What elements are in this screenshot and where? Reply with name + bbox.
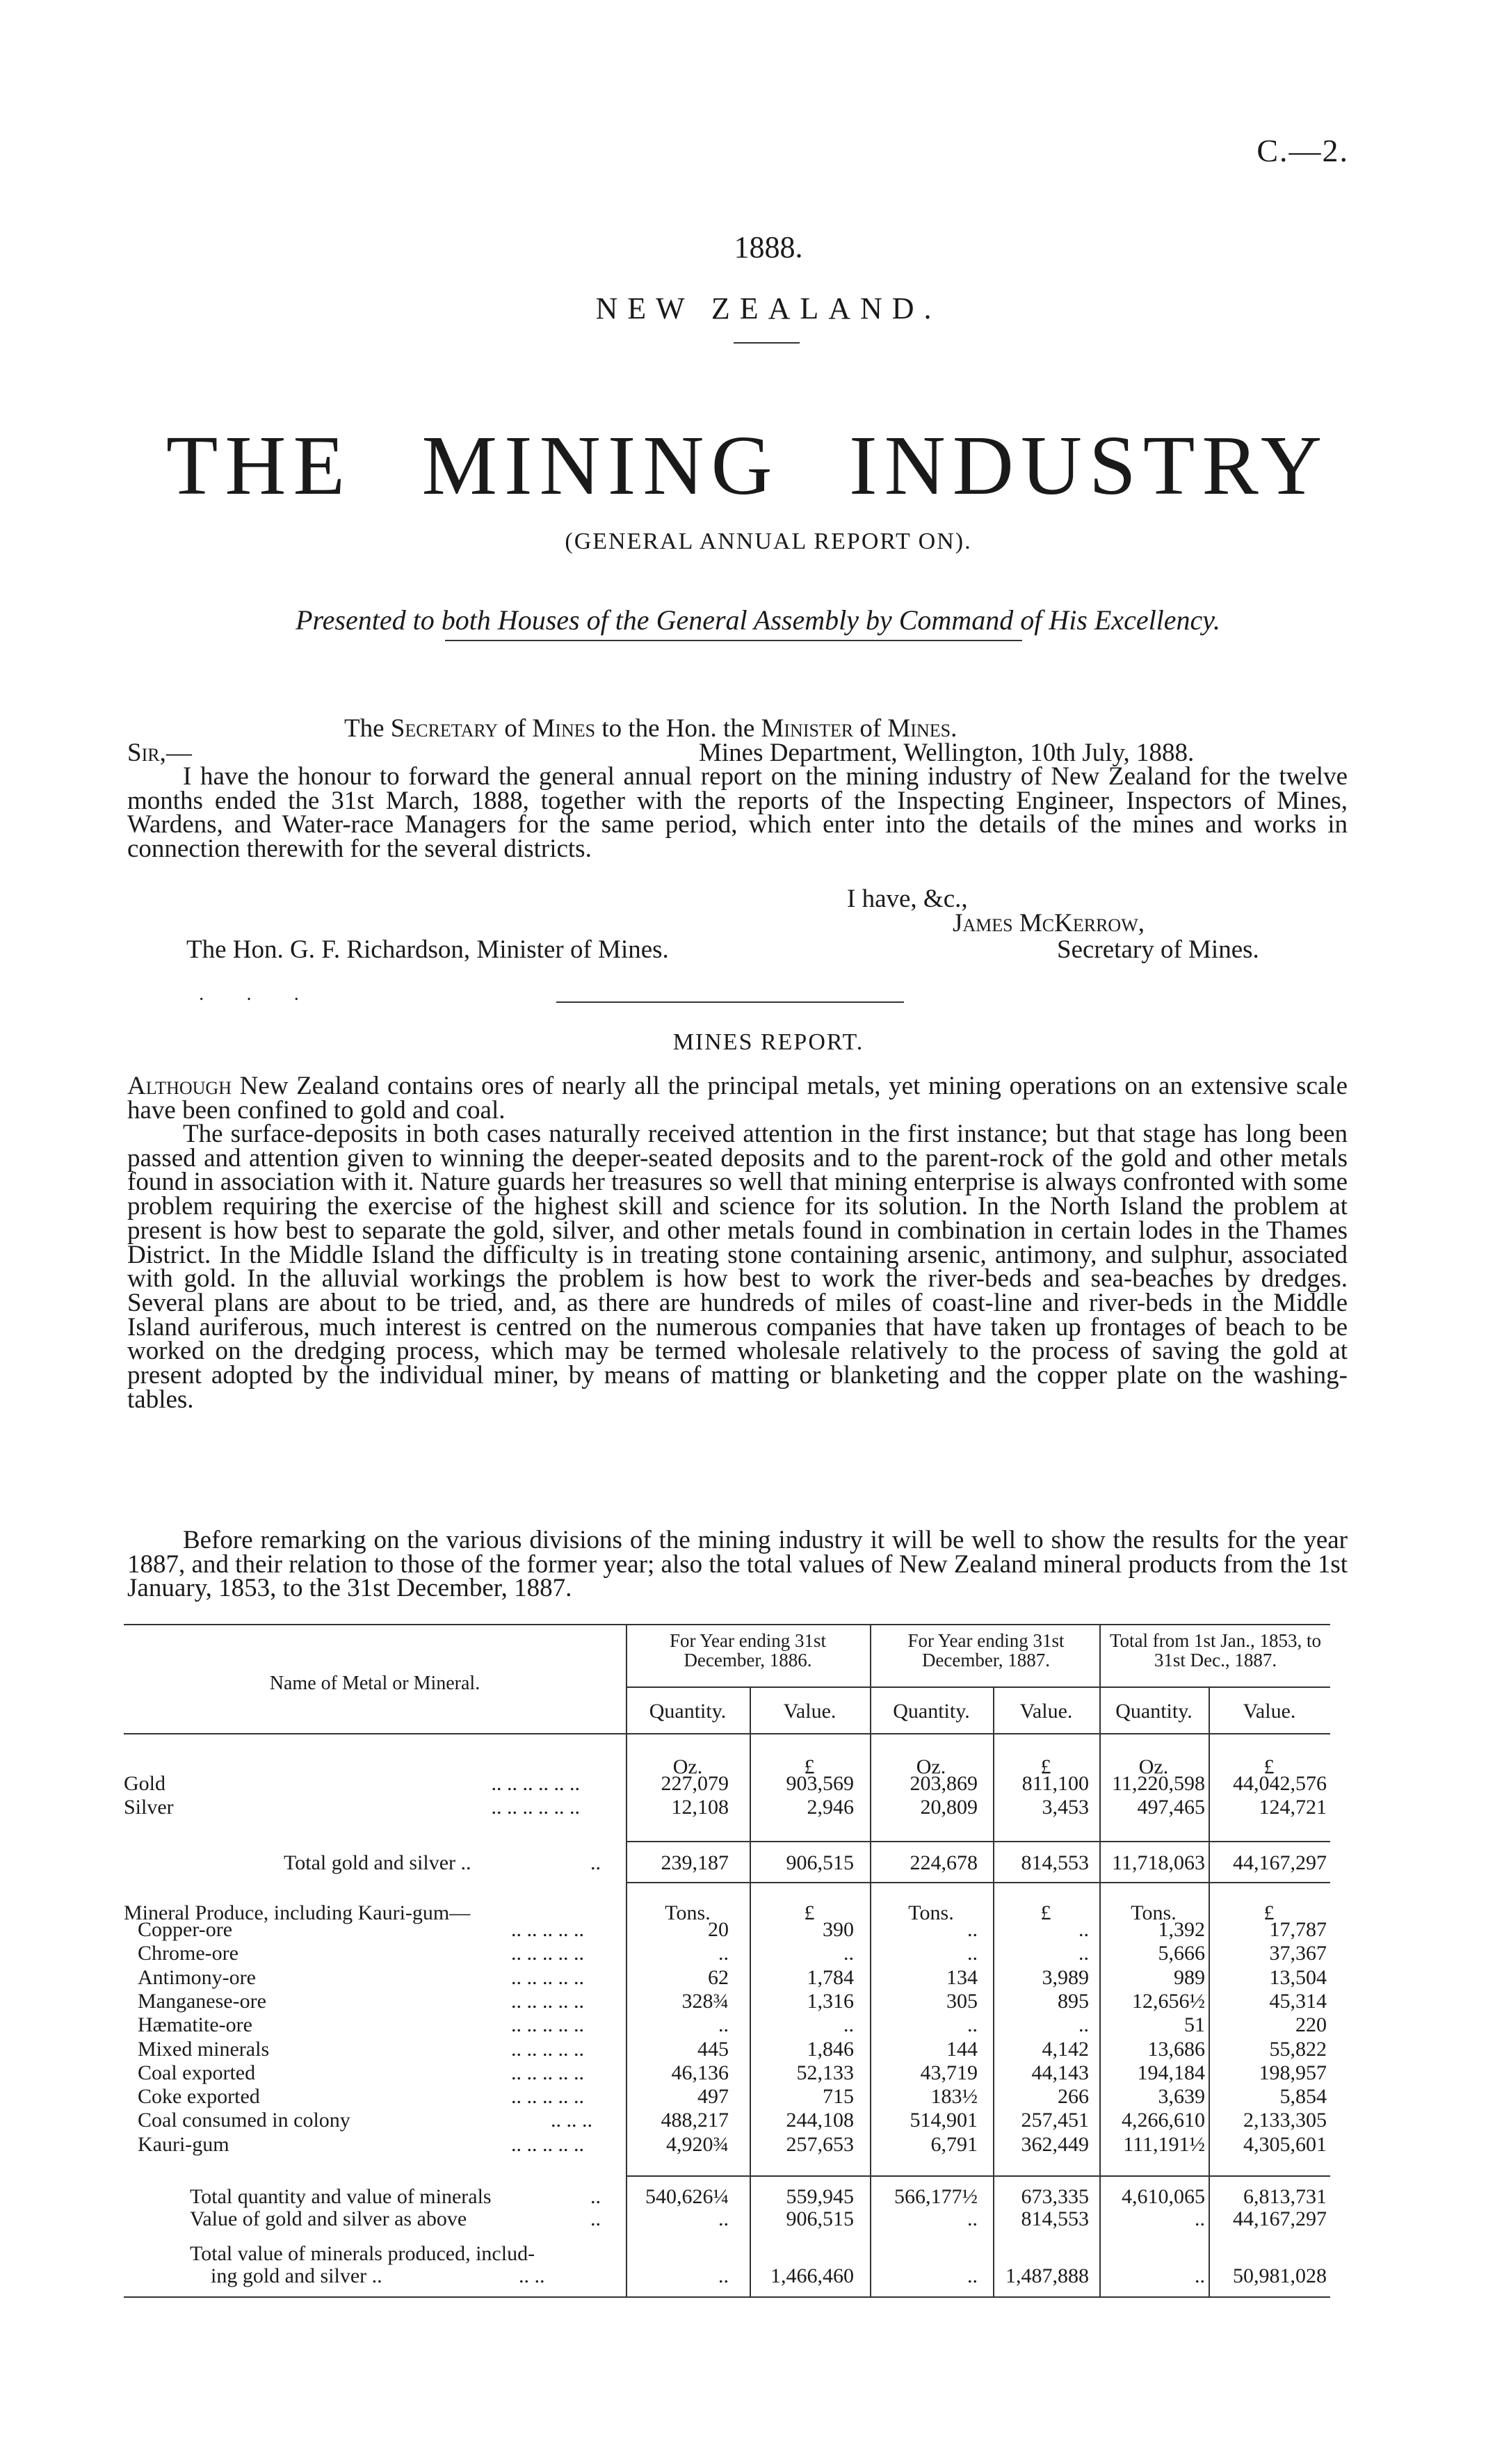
table-cell-qt: 12,656½ xyxy=(1132,1989,1205,2013)
unit-label: Oz. xyxy=(1138,1755,1169,1778)
table-cell-qt: 13,686 xyxy=(1147,2037,1205,2061)
table-cell-v86: .. xyxy=(843,1942,854,1965)
letter-body: I have the honour to forward the general annual report on the mining industry of New Zealand for the twelve months ended the 31st March, 1888, together with the reports of the Inspecting Engineer, Inspectors of Mines, Wardens, and Water-race Managers for the same period, which enter into the details of the mines and works in connection therewith for the several districts. xyxy=(127,762,1348,864)
table-cell-v86: 1,316 xyxy=(807,1989,854,2013)
table-cell-q87: 203,869 xyxy=(910,1772,978,1795)
table-cell-vt: 17,787 xyxy=(1269,1918,1327,1941)
table-cell-vt: 37,367 xyxy=(1269,1942,1327,1965)
section-title: MINES REPORT. xyxy=(672,1029,864,1055)
table-cell-v86: 1,846 xyxy=(807,2037,854,2061)
table-cell-vt: 220 xyxy=(1295,2013,1327,2037)
table-cell-qt: 11,718,063 xyxy=(1112,1851,1205,1874)
report-paragraph-3: Before remarking on the various divisions of the mining industry it will be well to show the results for the year 1887, and their relation to those of the former year; also the total values of New Zealand mineral products from the 1st January, 1853, to the 31st December, 1887. xyxy=(127,1526,1348,1603)
unit-label: £ xyxy=(1040,1755,1051,1778)
divider xyxy=(734,342,800,344)
decorative-dots: · · · xyxy=(198,989,318,1010)
table-cell-v86: 390 xyxy=(823,1918,854,1941)
table-cell-q86: 445 xyxy=(697,2037,729,2061)
leader-dots: .. .. xyxy=(519,2264,545,2287)
table-cell-vt: 44,167,297 xyxy=(1233,1851,1327,1874)
leader-dots: .. .. .. .. .. xyxy=(511,1989,584,2013)
leader-dots: .. .. .. .. .. xyxy=(511,1965,584,1989)
table-cell-qt: 497,465 xyxy=(1137,1796,1205,1819)
column-header-value: Value. xyxy=(783,1700,837,1723)
table-cell-vt: 44,042,576 xyxy=(1233,1772,1327,1795)
table-cell-q86: 488,217 xyxy=(661,2109,729,2132)
table-cell-v87: 4,142 xyxy=(1042,2037,1089,2061)
table-cell-qt: .. xyxy=(1195,2264,1205,2287)
unit-label: Tons. xyxy=(908,1901,954,1924)
letter-address: Mines Department, Wellington, 10th July, 1888. xyxy=(699,739,1195,767)
table-cell-q87: 43,719 xyxy=(920,2061,978,2084)
letter-signatory: James McKerrow, xyxy=(953,909,1145,937)
country-heading: NEW ZEALAND. xyxy=(595,291,942,325)
table-cell-vt: 13,504 xyxy=(1269,1965,1327,1989)
table-cell-v87: 257,451 xyxy=(1021,2109,1089,2132)
table-cell-q87: 224,678 xyxy=(910,1851,978,1874)
divider xyxy=(445,640,1022,641)
table-cell-vt: 45,314 xyxy=(1269,1989,1327,2013)
column-header-name: Name of Metal or Mineral. xyxy=(269,1673,480,1694)
leader-dots: .. xyxy=(590,1851,601,1874)
report-paragraph-1: Although New Zealand contains ores of nearly all the principal metals, yet mining operations on an extensive scale have been confined to gold and coal. xyxy=(127,1072,1348,1125)
row-label: Copper-ore xyxy=(138,1918,233,1941)
table-cell-vt: 198,957 xyxy=(1259,2061,1327,2084)
document-reference: C.—2. xyxy=(1256,133,1349,168)
table-cell-qt: 3,639 xyxy=(1158,2085,1205,2109)
row-label: Silver xyxy=(124,1796,174,1819)
table-cell-v87: 895 xyxy=(1058,1989,1089,2013)
table-cell-v86: 257,653 xyxy=(786,2132,854,2156)
table-cell-q86: 497 xyxy=(697,2085,729,2109)
table-cell-q86: 227,079 xyxy=(661,1772,729,1795)
table-cell-qt: 4,610,065 xyxy=(1122,2185,1205,2208)
column-header-value: Value. xyxy=(1243,1700,1296,1723)
table-cell-q86: 328¾ xyxy=(681,1989,729,2013)
total-row-label: Total gold and silver .. xyxy=(284,1851,471,1874)
column-group-1887: For Year ending 31st December, 1887. xyxy=(907,1630,1065,1670)
page-title: THE MINING INDUSTRY xyxy=(165,419,1330,513)
unit-label: £ xyxy=(1040,1901,1051,1924)
column-header-quantity: Quantity. xyxy=(893,1700,970,1723)
table-rule xyxy=(124,2296,1330,2298)
table-cell-qt: 111,191½ xyxy=(1123,2132,1205,2156)
total-row-label: Total quantity and value of minerals xyxy=(190,2185,492,2208)
leader-dots: .. .. .. .. .. xyxy=(511,2132,584,2156)
table-cell-vt: 4,305,601 xyxy=(1243,2132,1327,2156)
leader-dots: .. .. .. .. .. xyxy=(511,1942,584,1965)
leader-dots: .. .. .. .. .. xyxy=(511,1918,584,1941)
letter-heading: The Secretary of Mines to the Hon. the Minister of Mines. xyxy=(344,714,957,743)
table-cell-v87: .. xyxy=(1078,1918,1089,1941)
table-cell-v86: 903,569 xyxy=(786,1772,854,1795)
letter-addressee: The Hon. G. F. Richardson, Minister of Mines. xyxy=(186,935,669,964)
table-cell-qt: 989 xyxy=(1174,1965,1205,1989)
table-cell-q87: 6,791 xyxy=(930,2132,978,2156)
column-group-total: Total from 1st Jan., 1853, to 31st Dec., 1887. xyxy=(1109,1630,1322,1670)
document-year: 1888. xyxy=(734,230,803,264)
row-label: Manganese-ore xyxy=(138,1989,266,2013)
table-cell-v86: 559,945 xyxy=(786,2185,854,2208)
table-cell-q87: 305 xyxy=(946,1989,978,2013)
row-label: Coke exported xyxy=(138,2085,260,2109)
table-cell-v87: 814,553 xyxy=(1021,2207,1089,2230)
table-cell-q86: 12,108 xyxy=(671,1796,729,1819)
grand-total-label: ing gold and silver .. xyxy=(211,2264,382,2287)
table-cell-q86: .. xyxy=(718,1942,729,1965)
unit-label: Oz. xyxy=(672,1755,703,1778)
unit-label: £ xyxy=(804,1755,815,1778)
grand-total-label: Total value of minerals produced, includ- xyxy=(190,2242,535,2265)
table-cell-v87: 362,449 xyxy=(1021,2132,1089,2156)
unit-label: Tons. xyxy=(665,1901,711,1924)
table-cell-qt: 4,266,610 xyxy=(1122,2109,1205,2132)
unit-label: Oz. xyxy=(916,1755,946,1778)
row-label: Chrome-ore xyxy=(138,1942,239,1965)
table-cell-v86: 52,133 xyxy=(796,2061,854,2084)
divider xyxy=(556,1001,904,1003)
table-cell-v87: 1,487,888 xyxy=(1005,2264,1089,2287)
table-cell-q86: 4,920¾ xyxy=(666,2132,729,2156)
table-cell-v86: 1,466,460 xyxy=(770,2264,854,2287)
table-cell-v86: 715 xyxy=(823,2085,854,2109)
presented-note: Presented to both Houses of the General Assembly by Command of His Excellency. xyxy=(296,604,1220,636)
column-header-value: Value. xyxy=(1019,1700,1073,1723)
table-cell-q86: 46,136 xyxy=(671,2061,729,2084)
table-rule xyxy=(626,2175,1330,2177)
table-cell-q87: 183½ xyxy=(930,2085,978,2109)
table-rule xyxy=(124,1733,1330,1734)
table-cell-v87: 44,143 xyxy=(1031,2061,1089,2084)
leader-dots: .. .. .. xyxy=(551,2109,592,2132)
table-cell-qt: 1,392 xyxy=(1158,1918,1205,1941)
table-cell-v87: 3,453 xyxy=(1042,1796,1089,1819)
table-cell-v86: 906,515 xyxy=(786,1851,854,1874)
leader-dots: .. .. .. .. .. xyxy=(511,2013,584,2037)
table-cell-q86: .. xyxy=(718,2207,729,2230)
table-cell-v87: 3,989 xyxy=(1042,1965,1089,1989)
leader-dots: .. .. .. .. .. xyxy=(511,2037,584,2061)
table-cell-v87: 814,553 xyxy=(1021,1851,1089,1874)
table-cell-v87: 811,100 xyxy=(1021,1772,1089,1795)
unit-label: £ xyxy=(1263,1901,1275,1924)
table-cell-vt: 2,133,305 xyxy=(1243,2109,1327,2132)
row-label: Gold xyxy=(124,1772,165,1795)
column-group-1886: For Year ending 31st December, 1886. xyxy=(669,1630,826,1670)
table-cell-q86: .. xyxy=(718,2264,729,2287)
row-label: Coal exported xyxy=(138,2061,256,2084)
table-cell-q86: 239,187 xyxy=(661,1851,729,1874)
row-label: Mixed minerals xyxy=(138,2037,270,2061)
leader-dots: .. xyxy=(590,2185,601,2208)
leader-dots: .. .. .. .. .. xyxy=(511,2061,584,2084)
leader-dots: .. .. .. .. .. xyxy=(511,2085,584,2109)
table-cell-v87: 266 xyxy=(1058,2085,1089,2109)
mineral-production-table xyxy=(124,1624,1330,2310)
table-cell-q87: .. xyxy=(967,2207,978,2230)
table-cell-v86: 2,946 xyxy=(807,1796,854,1819)
table-cell-qt: .. xyxy=(1195,2207,1205,2230)
table-cell-vt: 6,813,731 xyxy=(1243,2185,1327,2208)
table-cell-q87: 514,901 xyxy=(910,2109,978,2132)
table-cell-qt: 5,666 xyxy=(1158,1942,1205,1965)
mineral-heading: Mineral Produce, including Kauri-gum— xyxy=(124,1901,471,1924)
row-label: Antimony-ore xyxy=(138,1965,256,1989)
table-cell-q86: 540,626¼ xyxy=(645,2185,729,2208)
table-cell-q87: 20,809 xyxy=(920,1796,978,1819)
table-cell-q86: 62 xyxy=(708,1965,729,1989)
table-cell-q87: 566,177½ xyxy=(894,2185,978,2208)
table-cell-q87: .. xyxy=(967,1918,978,1941)
column-header-quantity: Quantity. xyxy=(1115,1700,1193,1723)
table-cell-vt: 55,822 xyxy=(1269,2037,1327,2061)
table-cell-vt: 5,854 xyxy=(1279,2085,1327,2109)
table-cell-v86: 244,108 xyxy=(786,2109,854,2132)
column-header-quantity: Quantity. xyxy=(649,1700,727,1723)
unit-label: Tons. xyxy=(1131,1901,1177,1924)
table-rule xyxy=(626,1686,1330,1688)
table-rule xyxy=(626,1882,1330,1883)
table-cell-vt: 50,981,028 xyxy=(1233,2264,1327,2287)
letter-salutation: Sir,— xyxy=(127,739,192,767)
row-label: Kauri-gum xyxy=(138,2132,229,2156)
table-cell-v87: .. xyxy=(1078,1942,1089,1965)
leader-dots: .. .. .. .. .. .. xyxy=(491,1796,580,1819)
table-cell-v86: 1,784 xyxy=(807,1965,854,1989)
page-subtitle: (GENERAL ANNUAL REPORT ON). xyxy=(565,529,972,554)
table-cell-q87: 144 xyxy=(946,2037,978,2061)
letter-signatory-title: Secretary of Mines. xyxy=(1057,935,1259,964)
table-cell-qt: 51 xyxy=(1184,2013,1205,2037)
leader-dots: .. xyxy=(590,2207,601,2230)
letter-closing: I have, &c., xyxy=(847,885,968,913)
table-cell-q87: .. xyxy=(967,2264,978,2287)
table-cell-qt: 11,220,598 xyxy=(1112,1772,1205,1795)
table-cell-q87: 134 xyxy=(946,1965,978,1989)
table-cell-vt: 124,721 xyxy=(1259,1796,1327,1819)
table-cell-v87: .. xyxy=(1078,2013,1089,2037)
table-cell-q86: 20 xyxy=(708,1918,729,1941)
table-rule xyxy=(626,1841,1330,1842)
table-cell-v87: 673,335 xyxy=(1021,2185,1089,2208)
row-label: Value of gold and silver as above xyxy=(190,2207,467,2230)
table-cell-q86: .. xyxy=(718,2013,729,2037)
table-cell-vt: 44,167,297 xyxy=(1233,2207,1327,2230)
unit-label: £ xyxy=(804,1901,815,1924)
table-cell-qt: 194,184 xyxy=(1137,2061,1205,2084)
table-cell-v86: 906,515 xyxy=(786,2207,854,2230)
table-cell-v86: .. xyxy=(843,2013,854,2037)
unit-label: £ xyxy=(1263,1755,1275,1778)
report-paragraph-2: The surface-deposits in both cases naturally received attention in the first instance; but that stage has long been passed and attention given to winning the deeper-seated deposits and to the parent-rock of the gold and other metals found in association with it. Nature guards her treasures so well that mining enterprise is always confronted with some problem requiring the exercise of the highest skill and science for its solution. In the North Island the problem at present is how best to separate the gold, silver, and other metals found in combination in certain lodes in the Thames District. In the Middle Island the difficulty is in treating stone containing arsenic, antimony, and sulphur, associated with gold. In the alluvial workings the problem is how best to work the river-beds and sea-beaches by dredges. Several plans are about to be tried, and, as there are hundreds of miles of coast-line and river-beds in the Middle Island auriferous, much interest is centred on the numerous companies that have taken up frontages of beach to be worked on the dredging process, which may be termed wholesale relatively to the process of saving the gold at present adopted by the individual miner, by means of matting or blanketing and the copper plate on the washing-tables. xyxy=(127,1120,1348,1414)
row-label: Hæmatite-ore xyxy=(138,2013,252,2037)
table-cell-q87: .. xyxy=(967,2013,978,2037)
table-cell-q87: .. xyxy=(967,1942,978,1965)
leader-dots: .. .. .. .. .. .. xyxy=(491,1772,580,1795)
row-label: Coal consumed in colony xyxy=(138,2109,350,2132)
table-rule xyxy=(124,1624,1330,1625)
